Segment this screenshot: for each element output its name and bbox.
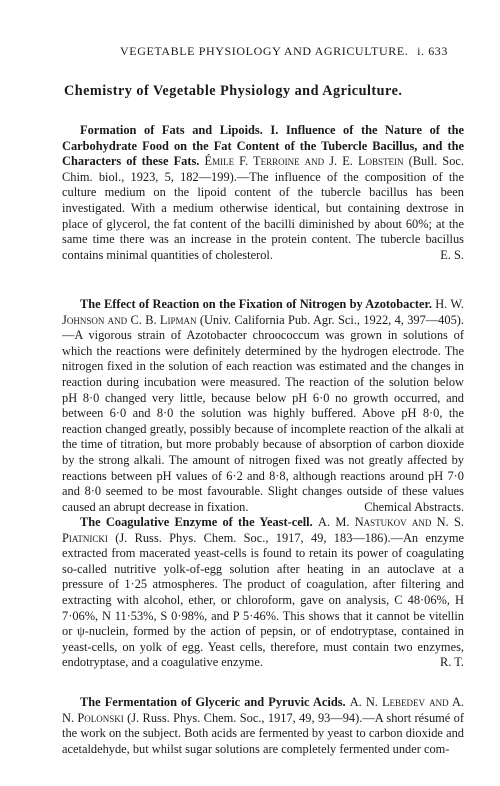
article-body: —An enzyme extracted from macerated yeast-cells is found to retain its power of coagulating so-called nutritive yolk-of-egg solution after heating in an autoclave at a pressure of 1·25 atmospheres. The product of coagulation, after filtering and extracting with alcohol, ether, or chloroform, gave on analysis, C 48·06%, H 7·06%, N 11·53%, S 0·98%, and P 5·46%. This shows that it cannot be vitellin or ψ-nuclein, formed by the action of pepsin, or of endotryptase, contained in yeast-cells, on yolk of egg. Yeast cells, therefore, must contain two enzymes, endotryptase, and a coagulative enzyme.: [62, 530, 464, 670]
article-signature: E. S.: [440, 247, 464, 262]
article-body: —A short résumé of the work on the subject. Both acids are fermented by yeast to carbon dioxide and acetaldehyde, but whilst sugar solutions are completely fermented under com-: [62, 710, 464, 756]
article-citation: (J. Russ. Phys. Chem. Soc., 1917, 49, 183—186).: [115, 530, 391, 545]
article-coagulative-enzyme: [62, 515, 464, 671]
article-body: —A vigorous strain of Azotobacter chroococcum was grown in solutions of which the reactions were definitely determined by the hydrogen electrode. The nitrogen fixed in the solution of each reaction was estimated and the changes in reaction during incubation were measured. The reaction of the solution below pH 8·0 changed very little, because below pH 6·0 no growth occurred, and between 6·0 and 8·0 the solution was highly buffered. Above pH 8·0, the reaction changed greatly, possibly because of incomplete reaction of the alkali at the time of titration, but more probably because of absorption of carbon dioxide by the strong alkali. The amount of nitrogen fixed was not greatly affected by reactions between pH values of 6·2 and 8·8, although reactions around pH 7·0 and 8·0 seemed to be most favourable. Slight changes outside of these values caused an abrupt decrease in fixation.: [62, 328, 464, 514]
article-citation: (Univ. California Pub. Agr. Sci., 1922, 4, 397—405).: [199, 312, 464, 327]
page-header: [62, 44, 448, 62]
article-fermentation-acids: [62, 695, 464, 757]
section-title: Chemistry of Vegetable Physiology and Agriculture.: [64, 83, 403, 99]
article-title: The Fermentation of Glyceric and Pyruvic Acids.: [80, 695, 346, 709]
page-number: i. 633: [417, 44, 448, 58]
article-title: The Effect of Reaction on the Fixation of Nitrogen by Azotobacter.: [80, 297, 432, 311]
article-body: —The influence of the composition of the culture medium on the lipoid content of the tubercle bacillus has been investigated. With a medium otherwise identical, but containing dextrose in place of glycerol, the fat content of the bacilli diminished by about 60%; at the same time there was an increase in the protein content. The tubercle bacillus contains minimal quantities of cholesterol.: [62, 169, 464, 262]
article-citation: (Bull. Soc. Chim. biol., 1923, 5, 182—199).: [62, 154, 464, 184]
running-title: VEGETABLE PHYSIOLOGY AND AGRICULTURE.: [120, 44, 409, 58]
article-authors: H. W. Johnson and C. B. Lipman: [62, 297, 464, 327]
article-authors: A. N. Lebedev and A. N. Polonski: [62, 695, 464, 725]
article-fats-lipoids: [62, 123, 464, 263]
article-nitrogen-fixation: [62, 297, 464, 515]
article-citation: (J. Russ. Phys. Chem. Soc., 1917, 49, 93—94).: [127, 710, 363, 725]
article-authors: Émile F. Terroine and J. E. Lobstein: [204, 154, 404, 169]
article-signature: Chemical Abstracts.: [364, 499, 464, 514]
article-authors: A. M. Nastukov and N. S. Piatnicki: [62, 515, 464, 545]
article-title: The Coagulative Enzyme of the Yeast-cell.: [80, 515, 313, 529]
article-signature: R. T.: [440, 655, 464, 670]
article-title: Formation of Fats and Lipoids. I. Influence of the Nature of the Carbohydrate Food on the Fat Content of the Tubercle Bacillus, and the Characters of these Fats.: [62, 123, 464, 169]
